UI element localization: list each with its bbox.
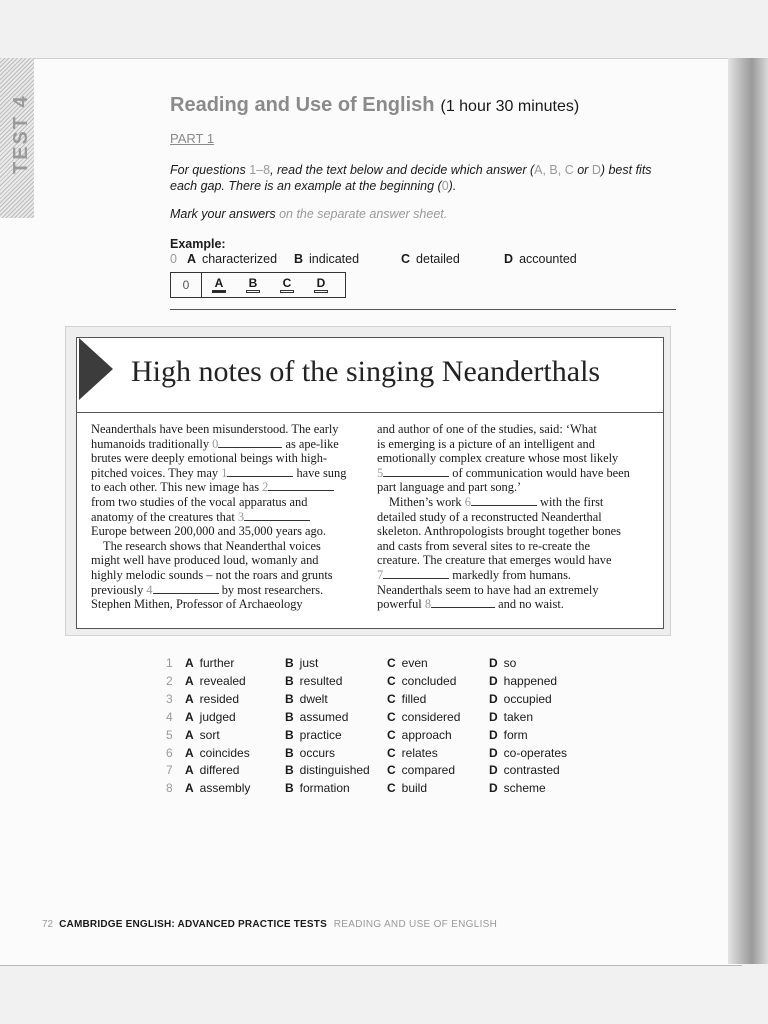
example-answer-grid <box>170 272 346 298</box>
gap-blank-2[interactable] <box>268 480 334 491</box>
divider <box>170 309 676 310</box>
page-footer <box>42 919 497 930</box>
option-d[interactable]: D scheme <box>489 781 546 796</box>
option-b[interactable]: B practice <box>285 727 342 742</box>
option-d[interactable]: D contrasted <box>489 763 560 778</box>
book-spine-shadow <box>728 58 768 964</box>
option-d[interactable]: D co-operates <box>489 745 568 760</box>
gap-number: 8 <box>424 597 432 612</box>
gap-number: 7 <box>377 567 384 582</box>
gap-blank-5[interactable] <box>383 466 449 477</box>
option-a[interactable]: A sort <box>185 727 220 742</box>
option-b[interactable]: B distinguished <box>285 763 370 778</box>
option-c[interactable]: C build <box>387 781 428 796</box>
option-b[interactable]: B occurs <box>285 745 336 760</box>
gap-blank-7[interactable] <box>383 568 449 579</box>
option-b[interactable]: B assumed <box>285 709 349 724</box>
option-d[interactable]: D taken <box>489 709 534 724</box>
option-c[interactable]: C relates <box>387 745 438 760</box>
option-a[interactable]: A revealed <box>185 673 246 688</box>
article-title: High notes of the singing Neanderthals <box>131 355 601 388</box>
answer-grid-number: 0 <box>171 273 202 297</box>
book-title: CAMBRIDGE ENGLISH: ADVANCED PRACTICE TESTS <box>59 919 327 930</box>
option-a[interactable]: A assembly <box>185 781 251 796</box>
gap-number: 4 <box>146 582 153 597</box>
section-title <box>170 94 579 117</box>
example-label: Example: <box>170 237 226 251</box>
question-number: 8 <box>166 781 173 796</box>
gap-blank-3[interactable] <box>244 510 310 521</box>
test-tab-label: TEST 4 <box>10 94 32 174</box>
question-number: 7 <box>166 763 173 778</box>
question-number: 6 <box>166 745 173 760</box>
mark-instruction: Mark your answers on the separate answer sheet. <box>170 207 448 221</box>
section-duration: (1 hour 30 minutes) <box>440 98 580 115</box>
article-column-right: and author of one of the studies, said: ‘What is emerging is a picture of an intelligent and emotionally complex creature whose most likely 5 of communication would have been part language and part song.’ Mithen’s work 6 with the first detailed study of a reconstructed Neanderthal skeleton. Anthropologists brought together bones and casts from several sites to re-create the creature. The creature that emerges would have 7 markedly from humans. Neanderthals seem to have had an extremely powerful 8 and no waist. <box>377 422 630 612</box>
answer-option-a[interactable]: A <box>202 273 236 297</box>
option-b[interactable]: B formation <box>285 781 350 796</box>
page-number: 72 <box>42 919 54 930</box>
gap-number: 2 <box>262 480 269 495</box>
option-c[interactable]: C filled <box>387 691 427 706</box>
answer-option-b[interactable]: B <box>236 273 270 297</box>
option-d[interactable]: D happened <box>489 673 558 688</box>
option-d[interactable]: D occupied <box>489 691 552 706</box>
gap-blank-4[interactable] <box>153 583 219 594</box>
gap-number: 3 <box>237 509 245 524</box>
option-d[interactable]: D so <box>489 656 517 670</box>
option-a[interactable]: A coincides <box>185 745 250 760</box>
gap-number: 0 <box>212 436 219 451</box>
gap-number: 5 <box>377 465 384 480</box>
gap-blank-1[interactable] <box>227 466 293 477</box>
question-number: 2 <box>166 673 173 688</box>
gap-blank-8[interactable] <box>431 597 495 608</box>
option-c[interactable]: C even <box>387 656 428 670</box>
arrow-icon <box>79 338 113 400</box>
question-number: 5 <box>166 727 173 742</box>
gap-number: 1 <box>221 465 228 480</box>
option-a[interactable]: A judged <box>185 709 236 724</box>
part-heading: PART 1 <box>170 131 215 146</box>
option-d[interactable]: D form <box>489 727 528 742</box>
article-column-left: Neanderthals have been misunderstood. The early humanoids traditionally 0 as ape-like brutes were deeply emotional beings with high- pitched voices. They may 1 have sung to each other. This new image has 2 from two studies of the vocal apparatus and anatomy of the creatures that 3 Europe between 200,000 and 35,000 years ago. The research shows that Neanderthal voices might well have produced loud, womanly and highly melodic sounds – not the roars and grunts previously 4 by most researchers. Stephen Mithen, Professor of Archaeology <box>91 422 347 612</box>
instructions: For questions 1–8, read the text below and decide which answer (A, B, C or D) best fits each gap. There is an example at the beginning (0). <box>170 163 652 193</box>
gap-blank-6[interactable] <box>471 495 537 506</box>
option-b[interactable]: B resulted <box>285 673 343 688</box>
section-title-text: Reading and Use of English <box>170 94 435 116</box>
option-c[interactable]: C considered <box>387 709 461 724</box>
footer-section: READING AND USE OF ENGLISH <box>333 919 498 930</box>
article-box <box>76 337 664 629</box>
question-number: 4 <box>166 709 173 724</box>
option-c[interactable]: C concluded <box>387 673 457 688</box>
question-number: 3 <box>166 691 173 706</box>
article-header <box>77 338 663 413</box>
option-b[interactable]: B dwelt <box>285 691 328 706</box>
example-options: 0 A characterized B indicated C detailed D accounted <box>170 252 577 266</box>
option-b[interactable]: B just <box>285 656 319 670</box>
question-number: 1 <box>166 656 173 670</box>
gap-number: 6 <box>464 494 471 509</box>
option-c[interactable]: C approach <box>387 727 452 742</box>
gap-blank-0[interactable] <box>218 437 282 448</box>
option-a[interactable]: A resided <box>185 691 240 706</box>
article-panel <box>65 326 671 636</box>
answer-option-d[interactable]: D <box>304 273 338 297</box>
option-a[interactable]: A differed <box>185 763 240 778</box>
option-c[interactable]: C compared <box>387 763 456 778</box>
answer-option-c[interactable]: C <box>270 273 304 297</box>
option-a[interactable]: A further <box>185 656 235 670</box>
